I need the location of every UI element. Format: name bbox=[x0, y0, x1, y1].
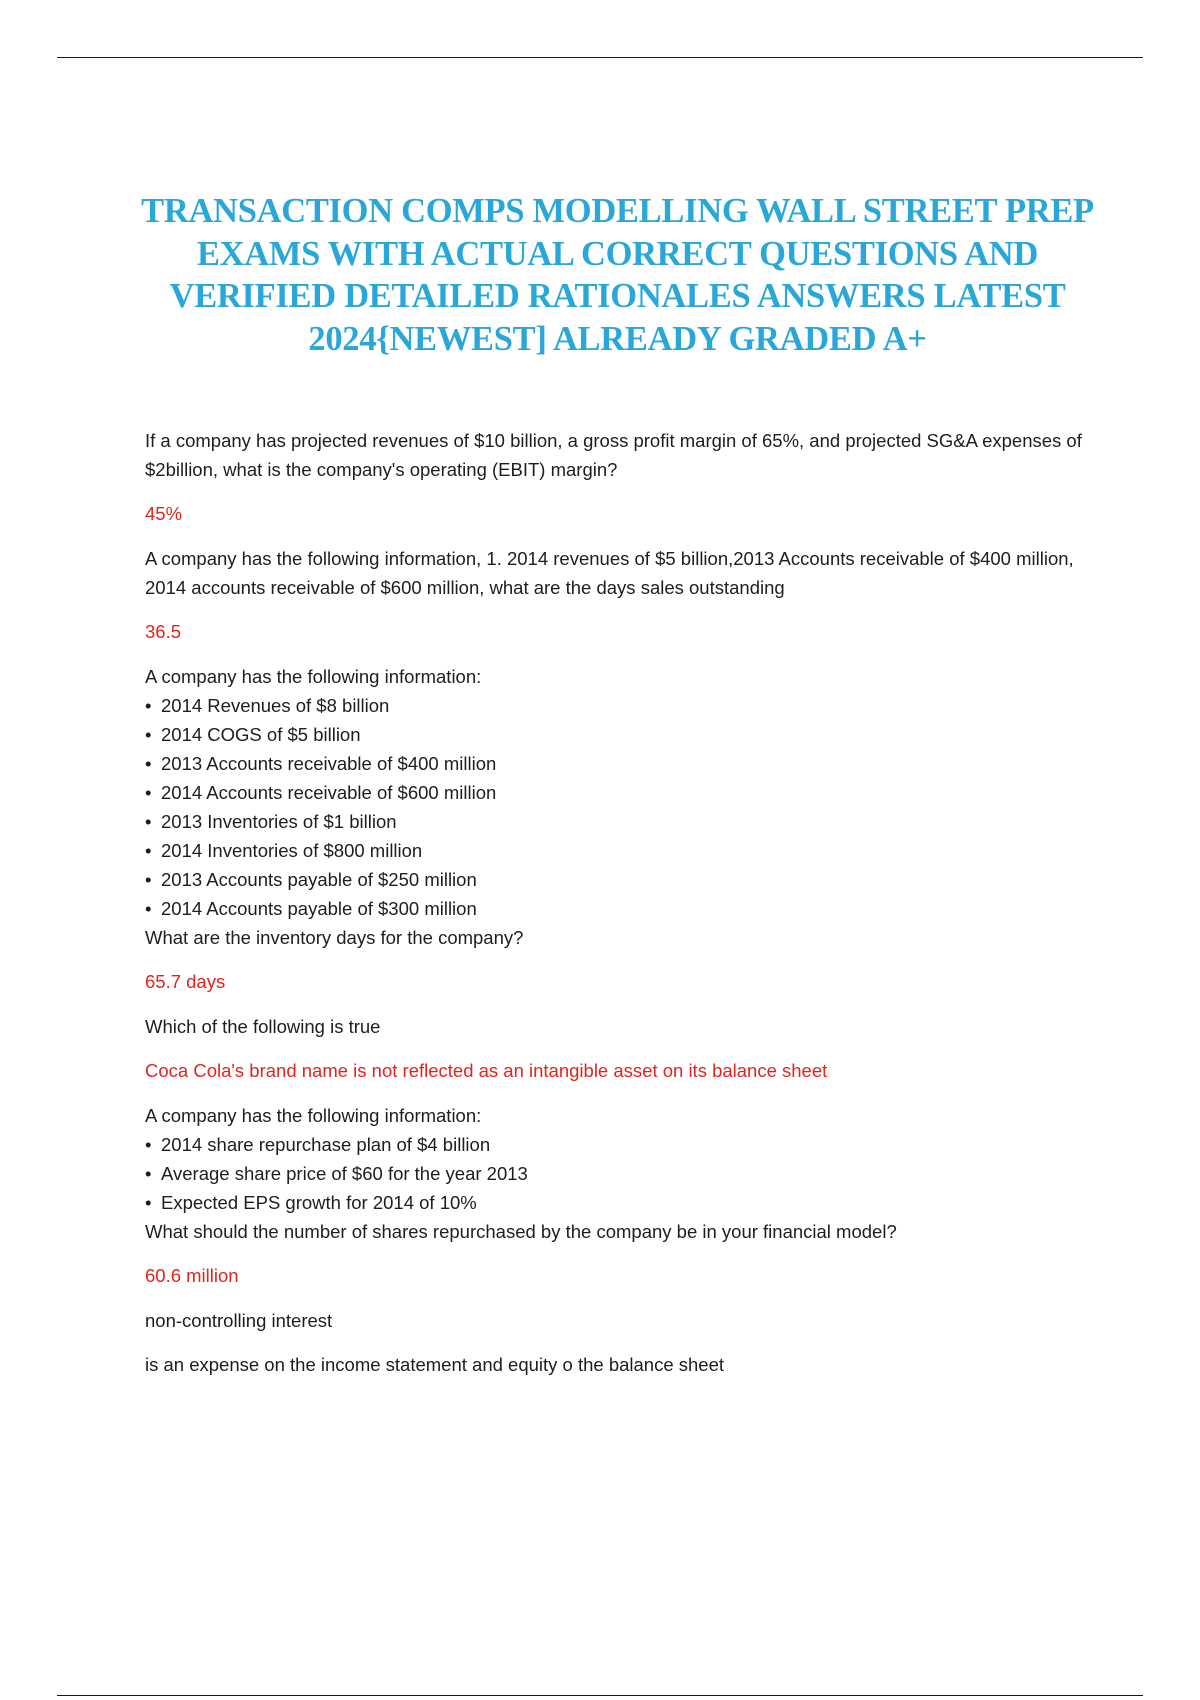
qa-item-5 bbox=[145, 1101, 1085, 1290]
bullet-item: • 2014 Accounts payable of $300 million bbox=[145, 894, 1085, 923]
qa-item-6 bbox=[145, 1306, 1085, 1379]
answer-4: Coca Cola's brand name is not reflected as an intangible asset on its balance sheet bbox=[145, 1060, 828, 1081]
bullet-item: • 2013 Accounts payable of $250 million bbox=[145, 865, 1085, 894]
bullet-item: • Average share price of $60 for the year 2013 bbox=[145, 1159, 1085, 1188]
bottom-rule bbox=[57, 1695, 1143, 1696]
qa-item-3 bbox=[145, 662, 1085, 996]
bullet-item: • Expected EPS growth for 2014 of 10% bbox=[145, 1188, 1085, 1217]
top-rule bbox=[57, 57, 1143, 58]
answer-1: 45% bbox=[145, 503, 183, 524]
question-5-intro: A company has the following information: bbox=[145, 1105, 482, 1126]
question-3-bullets bbox=[145, 691, 1085, 923]
question-3-intro: A company has the following information: bbox=[145, 666, 482, 687]
bullet-item: • 2014 share repurchase plan of $4 billion bbox=[145, 1130, 1085, 1159]
qa-item-1 bbox=[145, 426, 1085, 528]
qa-item-4 bbox=[145, 1012, 1085, 1085]
question-1: If a company has projected revenues of $10 billion, a gross profit margin of 65%, and projected SG&A expenses of $2billion, what is the company's operating (EBIT) margin? bbox=[145, 430, 1082, 480]
bullet-item: • 2014 COGS of $5 billion bbox=[145, 720, 1085, 749]
answer-5: 60.6 million bbox=[145, 1265, 239, 1286]
answer-3: 65.7 days bbox=[145, 971, 226, 992]
document-title: TRANSACTION COMPS MODELLING WALL STREET PREP EXAMS WITH ACTUAL CORRECT QUESTIONS AND VERIFIED DETAILED RATIONALES ANSWERS LATEST 2024{NEWEST] ALREADY GRADED A+ bbox=[141, 192, 1094, 358]
bullet-item: • 2014 Revenues of $8 billion bbox=[145, 691, 1085, 720]
qa-item-2 bbox=[145, 544, 1085, 646]
bullet-item: • 2013 Inventories of $1 billion bbox=[145, 807, 1085, 836]
bullet-item: • 2014 Accounts receivable of $600 million bbox=[145, 778, 1085, 807]
question-2: A company has the following information, 1. 2014 revenues of $5 billion,2013 Accounts receivable of $400 million, 2014 accounts receivable of $600 million, what are the days sales outstanding bbox=[145, 548, 1074, 598]
question-3-outro: What are the inventory days for the company? bbox=[145, 927, 524, 948]
qa-content bbox=[145, 426, 1085, 1379]
question-5-outro: What should the number of shares repurchased by the company be in your financial model? bbox=[145, 1221, 897, 1242]
question-6: non-controlling interest bbox=[145, 1310, 333, 1331]
answer-6: is an expense on the income statement and equity o the balance sheet bbox=[145, 1354, 725, 1375]
bullet-item: • 2014 Inventories of $800 million bbox=[145, 836, 1085, 865]
bullet-item: • 2013 Accounts receivable of $400 million bbox=[145, 749, 1085, 778]
question-4: Which of the following is true bbox=[145, 1016, 381, 1037]
answer-2: 36.5 bbox=[145, 621, 182, 642]
question-5-bullets bbox=[145, 1130, 1085, 1217]
